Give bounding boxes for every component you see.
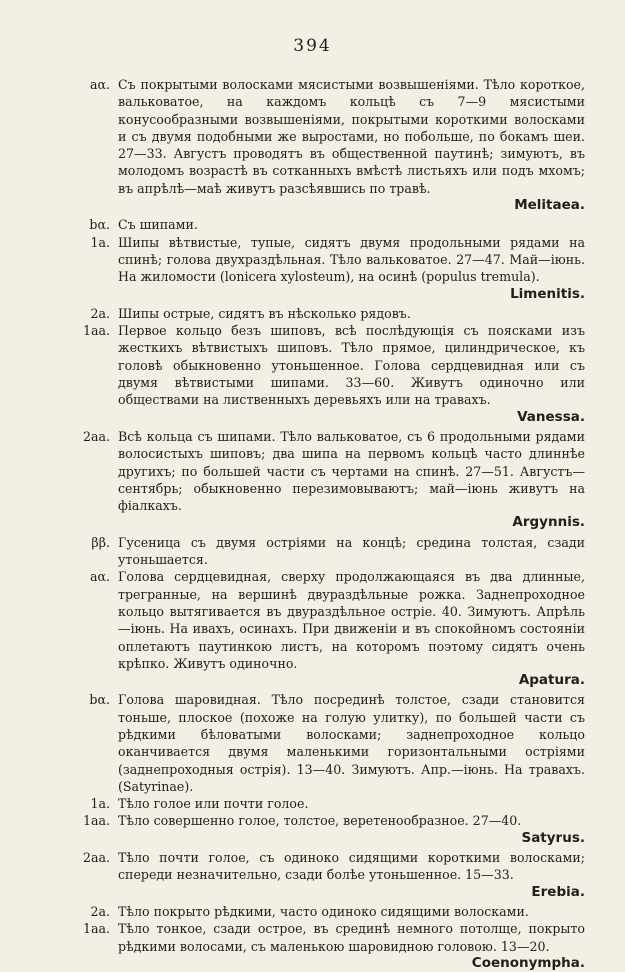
entry-key: bα. (89, 217, 110, 233)
entry-text: Голова сердцевидная, сверху продолжающаяся въ два длинные, трегранные, на вершинѣ двураздѣльные рожка. Заднепроходное кольцо вытягивается въ двураздѣльное остріе. 40. Зимуютъ. Апрѣль—іюнь. На ивахъ, осинахъ. При движеніи и въ спокойномъ состояніи оплетаютъ паутинкою листъ, на которомъ поэтому сидятъ очень крѣпко. Живутъ одиночно. (118, 569, 585, 671)
entry-key: aα. (89, 569, 110, 585)
page-number: 394 (293, 36, 332, 56)
genus-name: Apatura. (518, 672, 585, 689)
key-entry (0, 920, 625, 972)
entry-text: Первое кольцо безъ шиповъ, всѣ послѣдующія съ поясками изъ жесткихъ вѣтвистыхъ шиповъ. Тѣло прямое, цилиндрическое, къ головѣ обыкновенно утоньшенное. Голова сердцевидная или съ двумя вѣтвистыми шипами. 33—60. Живутъ одиночно или обществами на лиственныхъ деревьяхъ или на травахъ. (118, 323, 585, 408)
key-entry (0, 76, 625, 214)
genus-name: Limenitis. (510, 285, 585, 302)
genus-name: Erebia. (531, 883, 585, 900)
key-entry (0, 568, 625, 689)
entry-key: 2a. (90, 305, 110, 321)
key-entry (0, 216, 625, 233)
entry-key: 1a. (90, 234, 110, 250)
entry-key: 1aa. (82, 813, 110, 829)
key-entry (0, 795, 625, 812)
entry-key: bα. (89, 692, 110, 708)
entry-text: Тѣло совершенно голое, толстое, веретенообразное. 27—40. (118, 813, 522, 829)
genus-name: Coenonympha. (471, 954, 585, 971)
entry-key: 1aa. (82, 921, 110, 937)
entry-key: 2aa. (82, 428, 110, 444)
entry-text: Съ покрытыми волосками мясистыми возвышеніями. Тѣло короткое, вальковатое, на каждомъ кольцѣ съ 7—9 мясистыми конусообразными возвышеніями, покрытыми короткими волосками и съ двумя подобными же выростами, но побольше, по бокамъ шеи. 27—33. Августъ проводятъ въ общественной паутинѣ; зимуютъ, въ молодомъ возрастѣ въ сотканныхъ вмѣстѣ листьяхъ или подъ мхомъ; въ апрѣлѣ—маѣ живутъ разсѣявшись по травѣ. (118, 77, 585, 196)
genus-name: Argynnis. (512, 514, 585, 531)
entry-text: Гусеница съ двумя остріями на концѣ; средина толстая, сзади утоньшается. (118, 534, 585, 568)
entry-text: Голова шаровидная. Тѣло посрединѣ толстое, сзади становится тоньше, плоское (похоже на голую улитку), по большей части съ рѣдкими бѣловатыми волосками; заднепроходное кольцо оканчивается двумя маленькими горизонтальными остріями (заднепроходныя острія). 13—40. Зимуютъ. Апр.—іюнь. На травахъ. (Satyrinae). (118, 692, 585, 794)
entry-text: Тѣло тонкое, сзади острое, въ срединѣ немного потолще, покрыто рѣдкими волосами, съ маленькою шаровидною головою. 13—20. (118, 921, 585, 954)
entry-text: Шипы вѣтвистые, тупые, сидятъ двумя продольными рядами на спинѣ; голова двухраздѣльная. Тѣло вальковатое. 27—47. Май—іюнь. На жиломости (lonicera xylosteum), на осинѣ (populus tremula). (118, 234, 585, 285)
key-entry (0, 322, 625, 426)
entry-key: ββ. (91, 534, 110, 550)
entry-text: Шипы острые, сидятъ въ нѣсколько рядовъ. (118, 305, 411, 321)
entry-text: Тѣло голое или почти голое. (118, 796, 309, 812)
entry-text: Тѣло покрыто рѣдкими, часто одиноко сидящими волосками. (118, 903, 529, 919)
entry-text: Всѣ кольца съ шипами. Тѣло вальковатое, съ 6 продольными рядами волосистыхъ шиповъ; два шипа на первомъ кольцѣ часто длиннѣе другихъ; по большей части съ чертами на спинѣ. 27—51. Августъ—сентябрь; обыкновенно перезимовываютъ; май—іюнь живутъ на фіалкахъ. (118, 428, 585, 514)
genus-name: Melitaea. (514, 197, 585, 214)
key-entry (0, 234, 625, 303)
entry-key: 2a. (90, 903, 110, 919)
genus-name: Vanessa. (517, 408, 585, 425)
entry-text: Съ шипами. (118, 217, 198, 233)
key-entry (0, 903, 625, 920)
entry-key: aα. (89, 77, 110, 92)
entry-key: 2aa. (82, 850, 110, 866)
genus-name: Satyrus. (521, 829, 585, 846)
key-entry (0, 849, 625, 901)
key-entries (0, 76, 625, 972)
key-entry (0, 534, 625, 569)
entry-key: 1aa. (82, 323, 110, 339)
key-entry (0, 812, 625, 847)
key-entry (0, 305, 625, 322)
entry-key: 1a. (90, 796, 110, 812)
key-entry (0, 691, 625, 795)
key-entry (0, 428, 625, 532)
entry-text: Тѣло почти голое, съ одиноко сидящими короткими волосками; спереди незначительно, сзади болѣе утоньшенное. 15—33. (118, 850, 585, 883)
